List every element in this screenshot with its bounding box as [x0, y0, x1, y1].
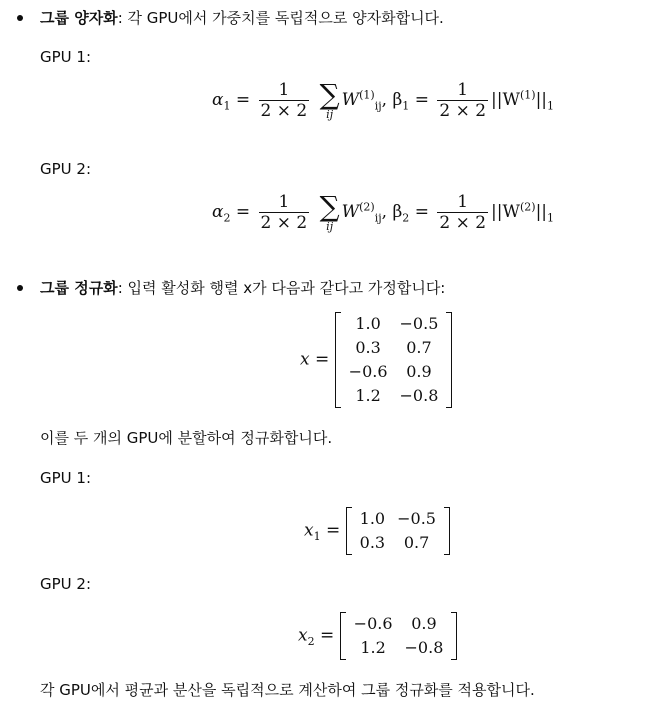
fraction-denominator: 2 × 2: [439, 101, 487, 121]
norm-superscript: (2): [519, 200, 536, 214]
matrix-row: [343, 360, 445, 384]
x1-subscript: 1: [313, 529, 321, 543]
alpha-subscript: 1: [223, 99, 231, 113]
matrix-row: [354, 507, 442, 531]
fraction-numerator: 1: [437, 80, 488, 101]
weight-symbol: W: [341, 90, 360, 110]
matrix-cell: −0.5: [397, 509, 436, 528]
section1-text: : 각 GPU에서 가중치를 독립적으로 양자화합니다.: [117, 9, 444, 27]
quantization-equation-1: $\alpha_1$ = $\frac{1}{2 \times 2}$ ∑ ij $W^{(1)}_{ij}$, $\beta_1$ = $\frac{1}{2 \times 2}$ $||W^{(1)}||_1$: [212, 77, 555, 121]
norm-open: ||W: [491, 202, 520, 222]
matrix-cell: −0.6: [348, 362, 388, 381]
quantization-equation-2: $\alpha_2$ = $\frac{1}{2 \times 2}$ ∑ ij $W^{(2)}_{ij}$, $\beta_2$ = $\frac{1}{2 \times 2}$ $||W^{(2)}||_1$: [212, 189, 555, 233]
summation: [319, 77, 340, 121]
x-symbol: x: [300, 349, 310, 370]
sigma-symbol: ∑: [319, 77, 340, 111]
matrix-cell: −0.8: [404, 638, 444, 657]
beta-subscript: 2: [402, 211, 410, 225]
weight-superscript: (1): [359, 88, 375, 102]
norm-close: ||: [535, 202, 548, 222]
section1-heading: [40, 8, 444, 28]
matrix-row: [343, 384, 445, 408]
x2-matrix: [340, 612, 458, 660]
bullet-marker: [17, 15, 23, 21]
final-text: 각 GPU에서 평균과 분산을 독립적으로 계산하여 그룹 정규화를 적용합니다.: [40, 681, 535, 699]
fraction-numerator: 1: [259, 192, 310, 213]
summation-subscript: ij: [326, 219, 334, 233]
alpha-symbol: α: [212, 202, 224, 222]
section2-title: 그룹 정규화: [40, 279, 118, 297]
fraction: [259, 192, 310, 233]
matrix-cell: 0.3: [359, 533, 386, 552]
norm-close: ||: [535, 90, 548, 110]
matrix-cell: 1.2: [355, 386, 381, 405]
section2-heading: [40, 278, 445, 298]
x-matrix: [335, 312, 453, 408]
matrix-cell: 0.3: [355, 338, 381, 357]
matrix-cell: 1.2: [360, 638, 386, 657]
weight-subscript: ij: [374, 99, 382, 113]
gpu1-label: GPU 1:: [40, 469, 92, 487]
fraction-denominator: 2 × 2: [260, 101, 308, 121]
weight-subscript: ij: [374, 211, 382, 225]
beta-symbol: , β: [381, 202, 403, 222]
matrix-cell: −0.8: [399, 386, 439, 405]
x-matrix-equation: x = 1.0 −0.5 0.3 0.7 −0.6 0.9 1.2 −0.8: [300, 312, 452, 408]
matrix-cell: 0.7: [406, 338, 432, 357]
matrix-row: [343, 336, 445, 360]
gpu2-label: GPU 2:: [40, 160, 92, 178]
x2-symbol: x: [298, 625, 308, 646]
fraction-denominator: 2 × 2: [439, 213, 487, 233]
section1-title: 그룹 양자화: [40, 9, 118, 27]
norm-subscript: 1: [547, 211, 555, 225]
alpha-symbol: α: [212, 90, 224, 110]
matrix-cell: −0.5: [399, 314, 439, 333]
summation-subscript: ij: [326, 107, 334, 121]
gpu2-label: GPU 2:: [40, 575, 92, 593]
weight-superscript: (2): [359, 200, 375, 214]
x2-matrix-equation: $x_2$ = −0.6 0.9 1.2 −0.8: [298, 612, 457, 660]
section2-text: : 입력 활성화 행렬 x가 다음과 같다고 가정합니다:: [117, 279, 446, 297]
matrix-cell: 0.7: [403, 533, 430, 552]
sigma-symbol: ∑: [319, 189, 340, 223]
fraction: [259, 80, 310, 121]
x1-matrix: [346, 507, 450, 555]
x2-subscript: 2: [307, 634, 315, 648]
gpu1-label: GPU 1:: [40, 48, 92, 66]
matrix-cell: 1.0: [359, 509, 386, 528]
alpha-subscript: 2: [223, 211, 231, 225]
matrix-cell: 1.0: [355, 314, 381, 333]
matrix-row: [348, 636, 450, 660]
summation: [319, 189, 340, 233]
matrix-cell: 0.9: [411, 614, 437, 633]
matrix-cell: −0.6: [353, 614, 393, 633]
beta-symbol: , β: [381, 90, 403, 110]
norm-superscript: (1): [519, 88, 536, 102]
matrix-cell: 0.9: [406, 362, 432, 381]
x1-symbol: x: [304, 520, 314, 541]
fraction: [437, 80, 488, 121]
norm-open: ||W: [491, 90, 520, 110]
fraction-numerator: 1: [437, 192, 488, 213]
fraction-denominator: 2 × 2: [260, 213, 308, 233]
matrix-row: [343, 312, 445, 336]
fraction: [437, 192, 488, 233]
beta-subscript: 1: [402, 99, 410, 113]
split-text: 이를 두 개의 GPU에 분할하여 정규화합니다.: [40, 429, 333, 447]
weight-symbol: W: [341, 202, 360, 222]
x1-matrix-equation: $x_1$ = 1.0 −0.5 0.3 0.7: [304, 507, 450, 555]
matrix-row: [354, 531, 442, 555]
fraction-numerator: 1: [259, 80, 310, 101]
norm-subscript: 1: [547, 99, 555, 113]
bullet-marker: [17, 285, 23, 291]
matrix-row: [348, 612, 450, 636]
